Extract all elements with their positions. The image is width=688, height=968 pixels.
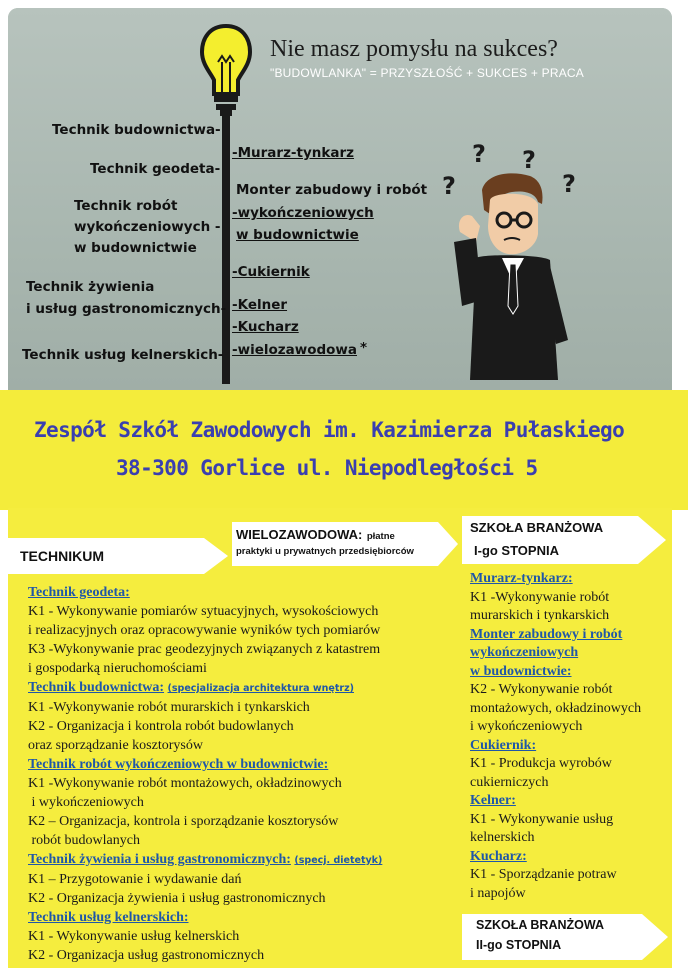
program-line: i napojów: [470, 885, 526, 901]
program-line: oraz sporządzanie kosztorysów: [28, 738, 203, 753]
program-line: i gospodarką nieruchomościami: [28, 661, 207, 676]
subline: "BUDOWLANKA" = PRZYSZŁOŚĆ + SUKCES + PRACA: [270, 66, 585, 80]
program-line: kelnerskich: [470, 830, 535, 845]
program-line: robót budowlanych: [28, 833, 140, 848]
diagram-right-label: -Kelner: [232, 297, 288, 313]
school-name: Zespół Szkół Zawodowych im. Kazimierza Pułaskiego: [34, 418, 625, 442]
program-heading: Technik geodeta:: [28, 585, 130, 600]
program-line: i wykończeniowych: [470, 719, 583, 734]
technikum-tag: TECHNIKUM: [20, 548, 104, 564]
branzowa-2-line2: II-go STOPNIA: [476, 938, 562, 952]
branzowa-list: [470, 570, 670, 903]
program-line: K2 - Organizacja żywienia i usług gastronomicznych: [28, 891, 326, 906]
wielozawodowa-note: praktyki u prywatnych przedsiębiorców: [236, 546, 414, 557]
wielozawodowa-note: płatne: [366, 531, 395, 542]
program-note: (specjalizacja architektura wnętrz): [167, 683, 354, 694]
program-line: K1 - Produkcja wyrobów: [470, 756, 612, 771]
program-line: K1 - Wykonywanie usług: [470, 811, 614, 827]
svg-text:?: ?: [472, 140, 486, 168]
svg-text:?: ?: [522, 146, 536, 174]
diagram-left-label: Technik robót: [74, 198, 178, 214]
program-heading: Technik usług kelnerskich:: [28, 910, 189, 925]
branzowa-1-line1: SZKOŁA BRANŻOWA: [470, 520, 604, 535]
lightbulb-icon: [196, 22, 256, 118]
program-line: K1 -Wykonywanie robót: [470, 589, 610, 605]
program-heading: Technik żywienia i usług gastronomicznych:: [28, 852, 291, 867]
diagram-right-label: -Kucharz: [232, 319, 299, 335]
program-heading: Monter zabudowy i robót: [470, 626, 623, 642]
school-address: 38-300 Gorlice ul. Niepodległości 5: [116, 456, 538, 480]
diagram-left-label: i usług gastronomicznych-: [26, 301, 227, 317]
program-line: K2 – Organizacja, kontrola i sporządzanie kosztorysów: [28, 814, 339, 829]
diagram-left-label: Technik usług kelnerskich-: [22, 347, 224, 363]
program-line: K2 - Wykonywanie robót: [470, 682, 613, 697]
program-line: K1 - Sporządzanie potraw: [470, 867, 617, 882]
program-line: K1 – Przygotowanie i wydawanie dań: [28, 872, 242, 887]
program-line: K2 - Organizacja i kontrola robót budowlanych: [28, 719, 294, 734]
diagram-right-label: Monter zabudowy i robót: [236, 182, 428, 198]
program-line: i wykończeniowych: [28, 795, 144, 810]
wielozawodowa-tag: [236, 526, 395, 544]
program-line: i realizacyjnych oraz opracowywanie wyników tych pomiarów: [28, 623, 381, 638]
diagram-left-label: Technik budownictwa-: [52, 122, 221, 138]
branzowa-1-line2: I-go STOPNIA: [474, 543, 559, 558]
thinking-man-icon: [420, 130, 620, 390]
program-heading: Murarz-tynkarz:: [470, 571, 573, 586]
program-heading: wykończeniowych: [470, 645, 579, 660]
diagram-left-label: Technik geodeta-: [90, 161, 221, 177]
diagram-right-label: -wykończeniowych: [232, 205, 374, 221]
technikum-list: [28, 583, 460, 965]
diagram-left-label: Technik żywienia: [26, 279, 155, 295]
program-heading: Technik robót wykończeniowych w budownictwie:: [28, 757, 329, 772]
program-line: K1 -Wykonywanie robót murarskich i tynkarskich: [28, 700, 310, 715]
program-line: K2 - Organizacja usług gastronomicznych: [28, 948, 265, 963]
diagram-right-label: -wielozawodowa: [232, 342, 357, 358]
program-heading: w budownictwie:: [470, 663, 572, 679]
svg-text:?: ?: [442, 172, 456, 200]
program-line: montażowych, okładzinowych: [470, 700, 642, 716]
branzowa-2-line1: SZKOŁA BRANŻOWA: [476, 918, 604, 932]
asterisk: *: [360, 340, 368, 356]
program-line: K3 -Wykonywanie prac geodezyjnych związanych z katastrem: [28, 642, 381, 657]
program-line: cukierniczych: [470, 774, 549, 790]
program-heading: Cukiernik:: [470, 737, 537, 753]
program-line: murarskich i tynkarskich: [470, 608, 610, 623]
program-line: K1 - Wykonywanie pomiarów sytuacyjnych, wysokościowych: [28, 604, 379, 619]
diagram-right-label: -Cukiernik: [232, 264, 310, 280]
school-band: [0, 390, 688, 510]
svg-text:?: ?: [562, 170, 576, 198]
headline: Nie masz pomysłu na sukces?: [270, 36, 558, 62]
diagram-left-label: w budownictwie: [74, 240, 197, 256]
program-line: K1 -Wykonywanie robót montażowych, okładzinowych: [28, 776, 342, 791]
diagram-right-label: -Murarz-tynkarz: [232, 145, 355, 161]
program-note: (specj. dietetyk): [294, 855, 383, 866]
diagram-left-label: wykończeniowych -: [74, 219, 221, 235]
program-heading: Technik budownictwa:: [28, 680, 165, 695]
program-heading: Kelner:: [470, 793, 516, 808]
program-heading: Kucharz:: [470, 848, 527, 864]
diagram-pole: [222, 112, 230, 384]
wielozawodowa-title: WIELOZAWODOWA:: [236, 527, 363, 542]
program-line: K1 - Wykonywanie usług kelnerskich: [28, 929, 240, 944]
diagram-right-label: w budownictwie: [236, 227, 359, 243]
